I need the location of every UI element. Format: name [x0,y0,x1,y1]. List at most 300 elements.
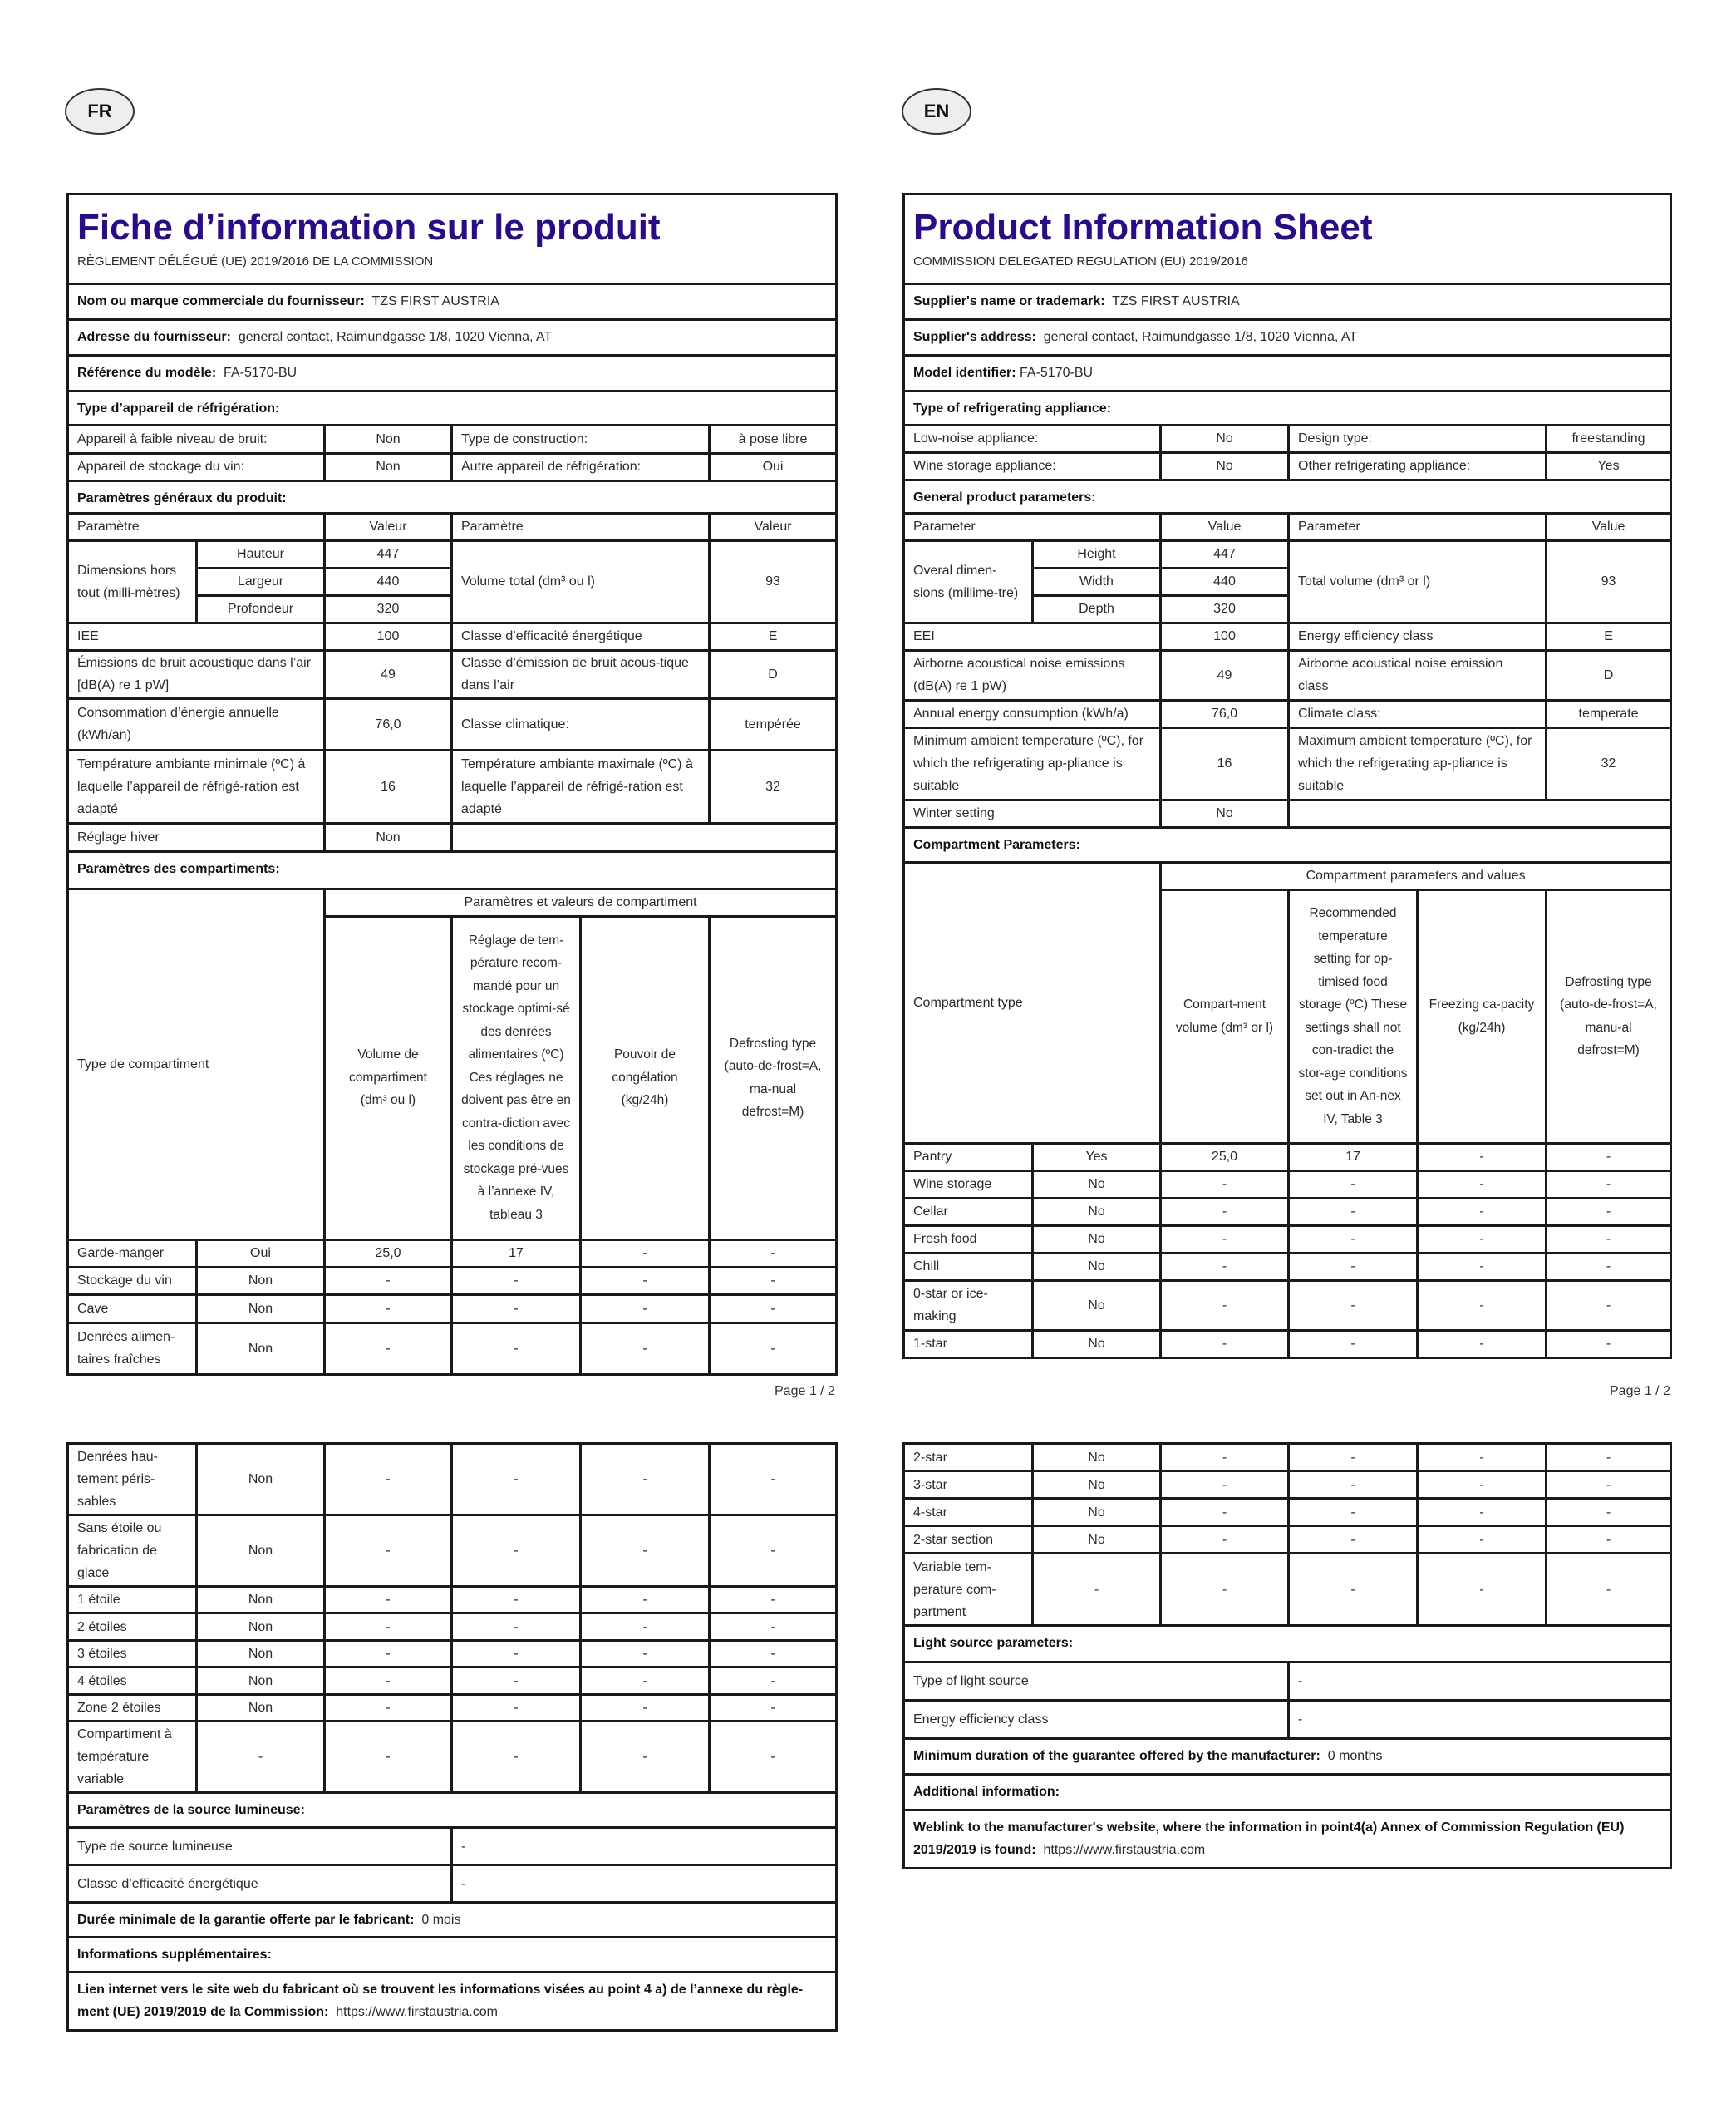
comp-freeze: - [581,1722,710,1793]
supplier-label: Supplier's name or trademark: [913,293,1105,308]
comp-freeze: - [1418,1170,1547,1198]
comp-volume: - [325,1323,452,1374]
comp-temp: - [1289,1471,1418,1499]
comp-temp: - [452,1667,581,1695]
light-type-label: Type de source lumineuse [68,1828,452,1865]
comp-freeze: - [581,1587,710,1613]
comp-freeze: - [1418,1280,1547,1330]
comp-volume-header: Compart-ment volume (dm³ or l) [1161,889,1289,1143]
general-heading: General product parameters: [904,480,1671,513]
comp-name: Chill [904,1253,1033,1280]
comp-present: - [197,1722,325,1793]
comp-temp: - [452,1444,581,1515]
comp-defrost: - [1547,1225,1671,1253]
table-row [68,1667,837,1695]
model-value: FA-5170-BU [224,365,298,380]
comp-name: Wine storage [904,1170,1033,1198]
model-value: FA-5170-BU [1020,365,1094,380]
min-temp-label: Minimum ambient temperature (ºC), for which the refrigerating ap-pliance is suitable [904,727,1161,800]
guarantee-value: 0 months [1327,1749,1383,1763]
comp-present: No [1033,1471,1161,1499]
address-row [904,319,1671,355]
light-type-value: - [1289,1662,1671,1701]
eei-value: 100 [325,623,452,650]
climate-value: tempérée [710,698,837,750]
height-value: 447 [325,540,452,568]
light-class-value: - [452,1865,837,1903]
comp-name: 1-star [904,1330,1033,1357]
model-label: Référence du modèle: [77,365,217,380]
dims-label: Dimensions hors tout (milli-mètres) [68,540,197,623]
comp-defrost: - [710,1323,837,1374]
comp-name: 3 étoiles [68,1641,197,1667]
comp-defrost: - [1547,1444,1671,1471]
width-label: Largeur [197,568,325,595]
climate-label: Classe climatique: [452,698,710,750]
table-row [904,1499,1671,1526]
climate-value: temperate [1547,700,1671,727]
volume-value: 93 [1547,540,1671,623]
table-row [904,1526,1671,1554]
eei-value: 100 [1161,623,1289,650]
width-value: 440 [1161,568,1289,595]
low-noise-value: No [1161,425,1289,452]
depth-value: 320 [1161,595,1289,623]
volume-label: Total volume (dm³ or l) [1289,540,1547,623]
value-col-header: Value [1161,513,1289,540]
light-type-label: Type of light source [904,1662,1289,1701]
comp-name: Cellar [904,1198,1033,1225]
noise-class-value: D [1547,650,1671,700]
general-heading: Paramètres généraux du produit: [68,480,837,513]
other-label: Other refrigerating appliance: [1289,452,1547,480]
supplier-value: TZS FIRST AUSTRIA [371,293,499,308]
comp-defrost: - [1547,1280,1671,1330]
value-col-header: Value [1547,513,1671,540]
height-label: Height [1033,540,1161,568]
comp-temp: - [452,1267,581,1294]
height-label: Hauteur [197,540,325,568]
other-value: Yes [1547,452,1671,480]
comp-defrost-header: Defrosting type (auto-de-frost=A, manu-al defrost=M) [1547,889,1671,1143]
comp-params-header: Paramètres et valeurs de compartiment [325,889,837,916]
energy-value: 76,0 [1161,700,1289,727]
dims-label: Overal dimen-sions (millime-tre) [904,540,1033,623]
comp-freeze: - [581,1294,710,1323]
comp-defrost: - [1547,1499,1671,1526]
comp-temp: - [1289,1330,1418,1357]
table-row [68,1641,837,1667]
noise-class-label: Classe d’émission de bruit acous-tique dans l’air [452,650,710,698]
comp-defrost: - [1547,1143,1671,1170]
param-col-header: Parameter [1289,513,1547,540]
winter-value: No [1161,800,1289,827]
design-label: Design type: [1289,425,1547,452]
comp-volume: - [325,1722,452,1793]
weblink-label: Weblink to the manufacturer's website, where the information in point4(a) Annex of Commission Regulation (EU) 2019/2019 is found: [913,1820,1625,1857]
comp-temp: - [452,1323,581,1374]
address-label: Adresse du fournisseur: [77,329,231,344]
comp-params-header: Compartment parameters and values [1161,862,1671,889]
depth-label: Profondeur [197,595,325,623]
comp-name: 2-star section [904,1526,1033,1554]
winter-value: Non [325,823,452,851]
guarantee-row [68,1903,837,1938]
min-temp-value: 16 [325,750,452,823]
guarantee-label: Durée minimale de la garantie offerte par le fabricant: [77,1913,415,1927]
table-row [904,1330,1671,1357]
comp-present: No [1033,1198,1161,1225]
page-title: Fiche d’information sur le produit [68,195,837,249]
comp-volume: - [1161,1280,1289,1330]
table-row [68,1294,837,1323]
comp-defrost: - [710,1515,837,1587]
comp-name: Cave [68,1294,197,1323]
address-label: Supplier's address: [913,329,1036,344]
comp-volume: - [325,1267,452,1294]
comp-volume: - [1161,1554,1289,1626]
eei-label: EEI [904,623,1161,650]
table-row [904,1170,1671,1198]
volume-value: 93 [710,540,837,623]
comp-temp: - [452,1695,581,1722]
comp-temp: - [452,1587,581,1613]
comp-temp: - [1289,1198,1418,1225]
comp-volume: - [325,1587,452,1613]
comp-freeze: - [581,1444,710,1515]
comp-freeze: - [581,1641,710,1667]
weblink-row [904,1810,1671,1869]
comp-temp: 17 [452,1239,581,1267]
depth-label: Depth [1033,595,1161,623]
wine-label: Appareil de stockage du vin: [68,453,325,480]
comp-freeze: - [1418,1225,1547,1253]
fr-sheet-page1 [66,193,838,1376]
comp-defrost: - [710,1239,837,1267]
fr-sheet-page2 [66,1442,838,2032]
min-temp-value: 16 [1161,727,1289,800]
comp-present: Non [197,1695,325,1722]
comp-name: Zone 2 étoiles [68,1695,197,1722]
param-col-header: Parameter [904,513,1161,540]
supplier-label: Nom ou marque commerciale du fournisseur: [77,293,365,308]
comp-freeze: - [581,1239,710,1267]
weblink-value[interactable]: https://www.firstaustria.com [1043,1843,1206,1857]
max-temp-label: Température ambiante maximale (ºC) à laquelle l’appareil de réfrigé-ration est adapté [452,750,710,823]
light-class-label: Classe d’efficacité énergétique [68,1865,452,1903]
comp-name: Pantry [904,1143,1033,1170]
regulation-text: RÈGLEMENT DÉLÉGUÉ (UE) 2019/2016 DE LA COMMISSION [68,249,837,283]
table-row [68,1267,837,1294]
comp-present: Non [197,1323,325,1374]
table-row [68,1613,837,1641]
comp-name: 2 étoiles [68,1613,197,1641]
table-row [904,1444,1671,1471]
comp-name: Stockage du vin [68,1267,197,1294]
comp-defrost: - [710,1613,837,1641]
comp-present: No [1033,1444,1161,1471]
eei-label: IEE [68,623,325,650]
comp-volume: - [1161,1225,1289,1253]
compartment-heading: Compartment Parameters: [904,827,1671,862]
en-sheet-page2 [902,1442,1672,1869]
table-row [68,1695,837,1722]
comp-name: Sans étoile ou fabrication de glace [68,1515,197,1587]
comp-name: Compartiment à température variable [68,1722,197,1793]
model-row [904,355,1671,391]
comp-freeze: - [581,1267,710,1294]
other-value: Oui [710,453,837,480]
comp-temp: - [1289,1444,1418,1471]
supplier-row [904,283,1671,319]
comp-defrost: - [710,1695,837,1722]
table-row [68,1239,837,1267]
value-col-header: Valeur [325,513,452,540]
comp-defrost: - [710,1722,837,1793]
comp-defrost: - [1547,1198,1671,1225]
comp-volume: 25,0 [1161,1143,1289,1170]
comp-volume: - [325,1667,452,1695]
eclass-value: E [1547,623,1671,650]
page-title: Product Information Sheet [904,195,1671,249]
table-row [904,1198,1671,1225]
comp-freeze: - [1418,1330,1547,1357]
guarantee-label: Minimum duration of the guarantee offered by the manufacturer: [913,1749,1320,1763]
comp-volume: - [1161,1444,1289,1471]
weblink-row [68,1973,837,2031]
comp-name: 1 étoile [68,1587,197,1613]
type-heading: Type of refrigerating appliance: [904,391,1671,425]
width-value: 440 [325,568,452,595]
guarantee-row [904,1739,1671,1775]
other-label: Autre appareil de réfrigération: [452,453,710,480]
comp-temp: - [452,1294,581,1323]
supplier-value: TZS FIRST AUSTRIA [1112,293,1240,308]
table-row [68,1722,837,1793]
comp-freeze: - [581,1667,710,1695]
comp-defrost: - [710,1641,837,1667]
weblink-label: Lien internet vers le site web du fabricant où se trouvent les informations visées au point 4 a) de l’annexe du règle-ment (UE) 2019/2019 de la Commission: [77,1983,804,2019]
comp-defrost: - [710,1667,837,1695]
table-row [904,1554,1671,1626]
comp-present: No [1033,1526,1161,1554]
address-value: general contact, Raimundgasse 1/8, 1020 Vienna, AT [238,329,553,344]
comp-defrost: - [1547,1471,1671,1499]
comp-volume: - [325,1515,452,1587]
comp-freeze: - [1418,1499,1547,1526]
wine-value: Non [325,453,452,480]
comp-name: 2-star [904,1444,1033,1471]
comp-volume: - [1161,1253,1289,1280]
comp-temp: - [1289,1170,1418,1198]
table-row [68,1515,837,1587]
light-type-value: - [452,1828,837,1865]
table-row [904,1471,1671,1499]
table-row [68,1323,837,1374]
comp-present: Oui [197,1239,325,1267]
comp-present: Non [197,1515,325,1587]
comp-defrost: - [1547,1253,1671,1280]
comp-volume: - [325,1641,452,1667]
table-row [904,1253,1671,1280]
lang-badge-fr: FR [65,88,135,135]
volume-label: Volume total (dm³ ou l) [452,540,710,623]
design-label: Type de construction: [452,425,710,453]
comp-volume: - [325,1695,452,1722]
comp-volume: - [1161,1526,1289,1554]
width-label: Width [1033,568,1161,595]
comp-name: Denrées alimen-taires fraîches [68,1323,197,1374]
param-col-header: Paramètre [68,513,325,540]
noise-label: Airborne acoustical noise emissions (dB(A) re 1 pW) [904,650,1161,700]
comp-name: 3-star [904,1471,1033,1499]
table-row [68,1587,837,1613]
comp-temp: - [1289,1225,1418,1253]
comp-defrost: - [710,1294,837,1323]
comp-present: No [1033,1280,1161,1330]
winter-label: Winter setting [904,800,1161,827]
type-heading: Type d’appareil de réfrigération: [68,391,837,425]
value-col-header: Valeur [710,513,837,540]
comp-present: Non [197,1641,325,1667]
light-class-label: Energy efficiency class [904,1701,1289,1739]
max-temp-value: 32 [1547,727,1671,800]
comp-volume: - [325,1294,452,1323]
comp-freeze: - [1418,1253,1547,1280]
comp-volume: - [325,1444,452,1515]
comp-temp-header: Réglage de tem-pérature recom-mandé pour un stockage optimi-sé des denrées alimentaires (ºC) Ces réglages ne doivent pas être en contra-diction avec les conditions de stockage pré-vues à l’annexe IV, tableau 3 [452,916,581,1239]
design-value: à pose libre [710,425,837,453]
energy-label: Annual energy consumption (kWh/a) [904,700,1161,727]
additional-heading: Informations supplémentaires: [68,1938,837,1973]
comp-volume: 25,0 [325,1239,452,1267]
page-number: Page 1 / 2 [1610,1384,1670,1398]
empty-cell [452,823,837,851]
comp-present: Yes [1033,1143,1161,1170]
comp-defrost: - [1547,1526,1671,1554]
noise-label: Émissions de bruit acoustique dans l’air [dB(A) re 1 pW] [68,650,325,698]
comp-freeze: - [1418,1471,1547,1499]
comp-defrost: - [1547,1330,1671,1357]
energy-label: Consommation d’énergie annuelle (kWh/an) [68,698,325,750]
noise-value: 49 [1161,650,1289,700]
comp-freeze: - [581,1695,710,1722]
weblink-value[interactable]: https://www.firstaustria.com [336,2005,498,2019]
light-heading: Paramètres de la source lumineuse: [68,1793,837,1828]
comp-temp: - [1289,1499,1418,1526]
comp-present: Non [197,1267,325,1294]
comp-present: Non [197,1444,325,1515]
comp-present: Non [197,1294,325,1323]
comp-freeze: - [1418,1526,1547,1554]
supplier-row [68,283,837,319]
comp-temp-header: Recommended temperature setting for op-timised food storage (ºC) These settings shall not con-tradict the stor-age conditions set out in An-nex IV, Table 3 [1289,889,1418,1143]
table-row [904,1280,1671,1330]
light-class-value: - [1289,1701,1671,1739]
max-temp-value: 32 [710,750,837,823]
comp-defrost: - [710,1267,837,1294]
comp-volume: - [1161,1499,1289,1526]
low-noise-label: Appareil à faible niveau de bruit: [68,425,325,453]
comp-volume-header: Volume de compartiment (dm³ ou l) [325,916,452,1239]
low-noise-label: Low-noise appliance: [904,425,1161,452]
comp-name: Garde-manger [68,1239,197,1267]
energy-value: 76,0 [325,698,452,750]
additional-heading: Additional information: [904,1775,1671,1810]
noise-class-value: D [710,650,837,698]
comp-defrost: - [710,1587,837,1613]
max-temp-label: Maximum ambient temperature (ºC), for which the refrigerating ap-pliance is suitable [1289,727,1547,800]
comp-defrost-header: Defrosting type (auto-de-frost=A, ma-nual defrost=M) [710,916,837,1239]
comp-volume: - [325,1613,452,1641]
comp-freeze: - [581,1323,710,1374]
comp-present: No [1033,1170,1161,1198]
regulation-text: COMMISSION DELEGATED REGULATION (EU) 2019/2016 [904,249,1671,283]
empty-cell [1289,800,1671,827]
comp-freeze: - [1418,1444,1547,1471]
comp-defrost: - [1547,1170,1671,1198]
comp-freeze: - [581,1613,710,1641]
design-value: freestanding [1547,425,1671,452]
eclass-value: E [710,623,837,650]
page-number: Page 1 / 2 [775,1384,835,1398]
comp-name: Fresh food [904,1225,1033,1253]
comp-volume: - [1161,1471,1289,1499]
comp-freeze: - [1418,1554,1547,1626]
comp-present: - [1033,1554,1161,1626]
comp-defrost: - [1547,1554,1671,1626]
comp-defrost: - [710,1444,837,1515]
comp-temp: 17 [1289,1143,1418,1170]
comp-present: No [1033,1253,1161,1280]
comp-present: No [1033,1499,1161,1526]
comp-name: 4 étoiles [68,1667,197,1695]
comp-volume: - [1161,1170,1289,1198]
comp-freeze: - [1418,1198,1547,1225]
min-temp-label: Température ambiante minimale (ºC) à laquelle l’appareil de réfrigé-ration est adapté [68,750,325,823]
comp-temp: - [452,1613,581,1641]
comp-temp: - [1289,1554,1418,1626]
compartment-heading: Paramètres des compartiments: [68,851,837,889]
comp-temp: - [452,1722,581,1793]
comp-present: Non [197,1613,325,1641]
comp-temp: - [452,1641,581,1667]
address-row [68,319,837,355]
comp-type-header: Compartment type [904,862,1161,1143]
wine-value: No [1161,452,1289,480]
guarantee-value: 0 mois [421,1913,461,1927]
comp-present: No [1033,1225,1161,1253]
comp-freeze-header: Pouvoir de congélation (kg/24h) [581,916,710,1239]
eclass-label: Energy efficiency class [1289,623,1547,650]
climate-label: Climate class: [1289,700,1547,727]
comp-temp: - [452,1515,581,1587]
table-row [68,1444,837,1515]
comp-temp: - [1289,1526,1418,1554]
comp-name: Denrées hau-tement péris-sables [68,1444,197,1515]
comp-present: No [1033,1330,1161,1357]
comp-freeze: - [581,1515,710,1587]
model-label: Model identifier: [913,365,1016,380]
comp-freeze: - [1418,1143,1547,1170]
comp-temp: - [1289,1253,1418,1280]
eclass-label: Classe d’efficacité énergétique [452,623,710,650]
comp-name: 0-star or ice-making [904,1280,1033,1330]
comp-volume: - [1161,1330,1289,1357]
comp-name: 4-star [904,1499,1033,1526]
winter-label: Réglage hiver [68,823,325,851]
comp-type-header: Type de compartiment [68,889,325,1239]
